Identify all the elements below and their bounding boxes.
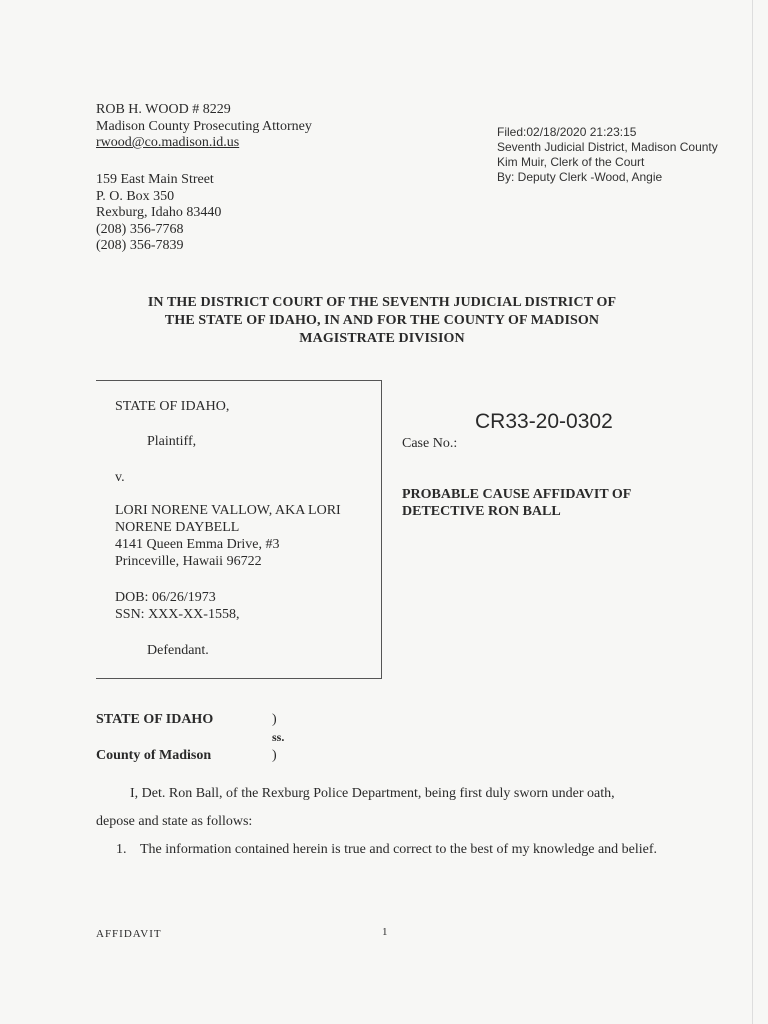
attorney-email[interactable]: rwood@co.madison.id.us (96, 135, 240, 150)
defendant-block (115, 502, 377, 570)
defendant-name-line2: NORENE DAYBELL (115, 520, 240, 535)
address-street: 159 East Main Street (96, 172, 214, 187)
page-edge-line (752, 0, 753, 1024)
versus-label: v. (115, 470, 125, 485)
footer-label: AFFIDAVIT (96, 928, 162, 940)
filed-deputy: By: Deputy Clerk -Wood, Angie (497, 170, 663, 184)
court-heading-line1: IN THE DISTRICT COURT OF THE SEVENTH JUDICIAL DISTRICT OF (147, 295, 617, 310)
affidavit-intro (96, 780, 666, 836)
venue-ss: ss. (272, 730, 285, 744)
venue-state: STATE OF IDAHO (96, 712, 214, 727)
item-text: The information contained herein is true and correct to the best of my knowledge and belief. (140, 842, 658, 857)
defendant-address-line1: 4141 Queen Emma Drive, #3 (115, 537, 280, 552)
attorney-title: Madison County Prosecuting Attorney (96, 118, 312, 134)
case-number: CR33-20-0302 (475, 410, 613, 433)
document-title (402, 486, 631, 520)
court-heading-line2: THE STATE OF IDAHO, IN AND FOR THE COUNTY OF MADISON (164, 313, 600, 328)
caption-top-rule (96, 380, 382, 381)
court-heading-line3: MAGISTRATE DIVISION (299, 331, 465, 346)
caption-divider (381, 380, 382, 678)
defendant-name-line1: LORI NORENE VALLOW, AKA LORI (115, 503, 341, 518)
defendant-role: Defendant. (147, 643, 209, 658)
filing-stamp (497, 125, 718, 185)
intro-line1: I, Det. Ron Ball, of the Rexburg Police Department, being first duly sworn under oath, (130, 786, 615, 801)
document-title-line1: PROBABLE CAUSE AFFIDAVIT OF (402, 487, 632, 502)
page-number: 1 (382, 926, 388, 938)
filed-timestamp: Filed:02/18/2020 21:23:15 (497, 125, 637, 139)
defendant-ssn: SSN: XXX-XX-1558, (115, 607, 240, 622)
address-city: Rexburg, Idaho 83440 (96, 205, 222, 220)
filed-clerk: Kim Muir, Clerk of the Court (497, 155, 645, 169)
caption-bottom-rule (96, 678, 382, 679)
defendant-dob: DOB: 06/26/1973 (115, 590, 216, 605)
intro-line2: depose and state as follows: (96, 814, 253, 829)
attorney-name: ROB H. WOOD # 8229 (96, 102, 231, 117)
numbered-item-1 (116, 842, 657, 858)
court-heading (96, 294, 668, 348)
plaintiff-name: STATE OF IDAHO, (115, 399, 230, 414)
item-number: 1. (116, 842, 127, 857)
defendant-address-line2: Princeville, Hawaii 96722 (115, 554, 262, 569)
attorney-info (96, 102, 312, 152)
case-number-label: Case No.: (402, 436, 458, 451)
venue-paren-top: ) (272, 712, 277, 727)
filed-district: Seventh Judicial District, Madison County (497, 140, 718, 154)
phone-primary: (208) 356-7768 (96, 221, 184, 237)
phone-secondary: (208) 356-7839 (96, 238, 184, 253)
plaintiff-role: Plaintiff, (147, 434, 197, 449)
address-po-box: P. O. Box 350 (96, 188, 175, 204)
venue-county: County of Madison (96, 748, 212, 763)
document-title-line2: DETECTIVE RON BALL (402, 504, 561, 519)
venue-paren-bottom: ) (272, 748, 277, 763)
attorney-address (96, 172, 221, 255)
